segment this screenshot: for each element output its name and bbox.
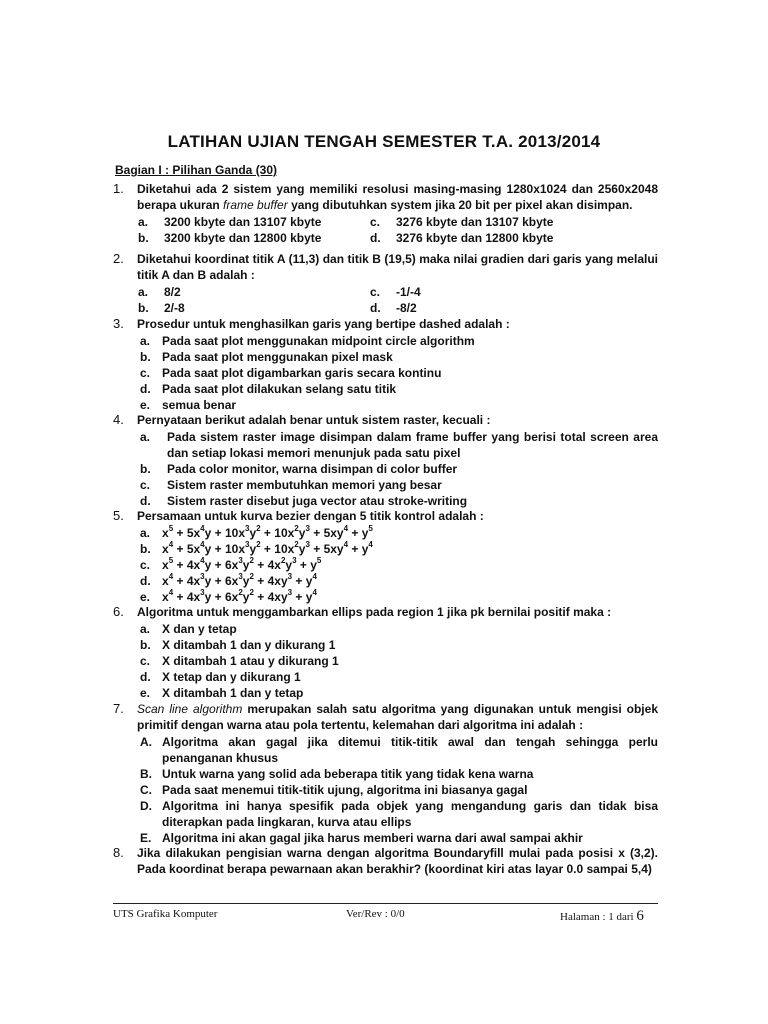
question-stem: Scan line algorithm merupakan salah satu algoritma yang digunakan untuk mengisi objek primitif dengan warna atau pola tertentu, kelemahan dari algoritma ini adalah : (137, 702, 658, 732)
answer-option: d. X tetap dan y dikurang 1 (140, 670, 301, 684)
answer-option: a. 8/2 (138, 285, 181, 299)
formula: $x^4 + 4x^3y + 6x^2y^2 + 4xy^3 + y^4$ (162, 588, 317, 604)
question-stem: Diketahui koordinat titik A (11,3) dan titik B (19,5) maka nilai gradien dari garis yang melalui titik A dan B adalah : (137, 252, 658, 282)
question-number: 5. (113, 508, 124, 523)
answer-option: C. Pada saat menemui titik-titik ujung, algoritma ini biasanya gagal (140, 783, 528, 797)
answer-option: b. X ditambah 1 dan y dikurang 1 (140, 638, 336, 652)
question-stem: Algoritma untuk menggambarkan ellips pada region 1 jika pk bernilai positif maka : (137, 605, 612, 619)
footer-course: UTS Grafika Komputer (113, 908, 218, 920)
question-number: 2. (113, 251, 124, 266)
formula: $x^4 + 4x^3y + 6x^3y^2 + 4xy^3 + y^4$ (162, 572, 317, 588)
answer-option: d. -8/2 (370, 301, 417, 315)
answer-option: b. 2/-8 (138, 301, 185, 315)
section-heading: Bagian I : Pilihan Ganda (30) (115, 163, 278, 177)
question-2 (113, 251, 658, 316)
question-stem: Persamaan untuk kurva bezier dengan 5 titik kontrol adalah : (137, 509, 484, 523)
answer-option: a. Pada sistem raster image disimpan dalam frame buffer yang berisi total screen area dan setiap lokasi memori menunjuk pada satu pixel (140, 430, 658, 460)
answer-option: c. X ditambah 1 atau y dikurang 1 (140, 654, 339, 668)
answer-options (140, 621, 658, 701)
question-stem: Prosedur untuk menghasilkan garis yang bertipe dashed adalah : (137, 317, 510, 331)
answer-option: e. $x^4 + 4x^3y + 6x^2y^2 + 4xy^3 + y^4$ (140, 589, 658, 605)
page-title: LATIHAN UJIAN TENGAH SEMESTER T.A. 2013/2014 (167, 132, 601, 151)
question-6 (113, 604, 658, 701)
answer-options (138, 214, 658, 246)
answer-option: a. $x^5 + 5x^4y + 10x^3y^2 + 10x^2y^3 + 5xy^4 + y^5$ (140, 525, 658, 541)
question-number: 7. (113, 701, 124, 716)
answer-option: a. X dan y tetap (140, 622, 237, 636)
answer-option: d. Pada saat plot dilakukan selang satu titik (140, 382, 397, 396)
answer-option: B. Untuk warna yang solid ada beberapa titik yang tidak kena warna (140, 767, 534, 781)
answer-option: d. 3276 kbyte dan 12800 kbyte (370, 231, 554, 245)
footer-divider (113, 903, 658, 904)
question-1 (113, 181, 658, 246)
answer-options (140, 333, 658, 413)
answer-options (140, 429, 658, 509)
answer-option: c. -1/-4 (370, 285, 421, 299)
answer-options (140, 525, 658, 605)
question-number: 3. (113, 316, 124, 331)
answer-option: A. Algoritma akan gagal jika ditemui titik-titik awal dan tengah sehingga perlu penanganan khusus (140, 735, 658, 765)
answer-option: a. 3200 kbyte dan 13107 kbyte (138, 215, 322, 229)
formula: $x^5 + 5x^4y + 10x^3y^2 + 10x^2y^3 + 5xy^4 + y^5$ (162, 524, 373, 540)
answer-option: D. Algoritma ini hanya spesifik pada objek yang mengandung garis dan tidak bisa diterapkan pada lingkaran, kurva atau ellips (140, 799, 658, 829)
question-stem: Jika dilakukan pengisian warna dengan algoritma Boundaryfill mulai pada posisi x (3,2). Pada koordinat berapa pewarnaan akan berakhir? (koordinat kiri atas layar 0.0 sampai 5,4) (137, 846, 658, 876)
question-7 (113, 701, 658, 846)
question-4 (113, 412, 658, 509)
question-number: 4. (113, 412, 124, 427)
answer-option: c. Sistem raster membutuhkan memori yang besar (140, 478, 442, 492)
question-number: 8. (113, 845, 124, 860)
answer-option: b. 3200 kbyte dan 12800 kbyte (138, 231, 322, 245)
answer-option: a. Pada saat plot menggunakan midpoint circle algorithm (140, 334, 475, 348)
question-number: 1. (113, 181, 124, 196)
answer-option: b. Pada color monitor, warna disimpan di color buffer (140, 462, 458, 476)
formula: $x^4 + 5x^4y + 10x^3y^2 + 10x^2y^3 + 5xy^4 + y^4$ (162, 540, 373, 556)
answer-option: b. Pada saat plot menggunakan pixel mask (140, 350, 393, 364)
answer-option: d. Sistem raster disebut juga vector atau stroke-writing (140, 494, 468, 508)
answer-option: c. Pada saat plot digambarkan garis secara kontinu (140, 366, 442, 380)
answer-option: E. Algoritma ini akan gagal jika harus memberi warna dari awal sampai akhir (140, 831, 583, 845)
answer-option: e. semua benar (140, 398, 237, 412)
answer-option: d. $x^4 + 4x^3y + 6x^3y^2 + 4xy^3 + y^4$ (140, 573, 658, 589)
answer-option: e. X ditambah 1 dan y tetap (140, 686, 304, 700)
footer-version: Ver/Rev : 0/0 (346, 908, 405, 920)
answer-options (140, 734, 658, 846)
formula: $x^5 + 4x^4y + 6x^3y^2 + 4x^2y^3 + y^5$ (162, 556, 322, 572)
question-number: 6. (113, 604, 124, 619)
question-stem: Pernyataan berikut adalah benar untuk sistem raster, kecuali : (137, 413, 491, 427)
question-stem: Diketahui ada 2 sistem yang memiliki resolusi masing-masing 1280x1024 dan 2560x2048 berapa ukuran frame buffer yang dibutuhkan system jika 20 bit per pixel akan disimpan. (137, 182, 658, 212)
question-3 (113, 316, 658, 413)
question-8 (113, 845, 658, 877)
footer-page-number: Halaman : 1 dari 6 (560, 908, 644, 924)
question-5 (113, 508, 658, 605)
answer-options (138, 284, 658, 316)
answer-option: b. $x^4 + 5x^4y + 10x^3y^2 + 10x^2y^3 + 5xy^4 + y^4$ (140, 541, 658, 557)
answer-option: c. $x^5 + 4x^4y + 6x^3y^2 + 4x^2y^3 + y^5$ (140, 557, 658, 573)
answer-option: c. 3276 kbyte dan 13107 kbyte (370, 215, 554, 229)
